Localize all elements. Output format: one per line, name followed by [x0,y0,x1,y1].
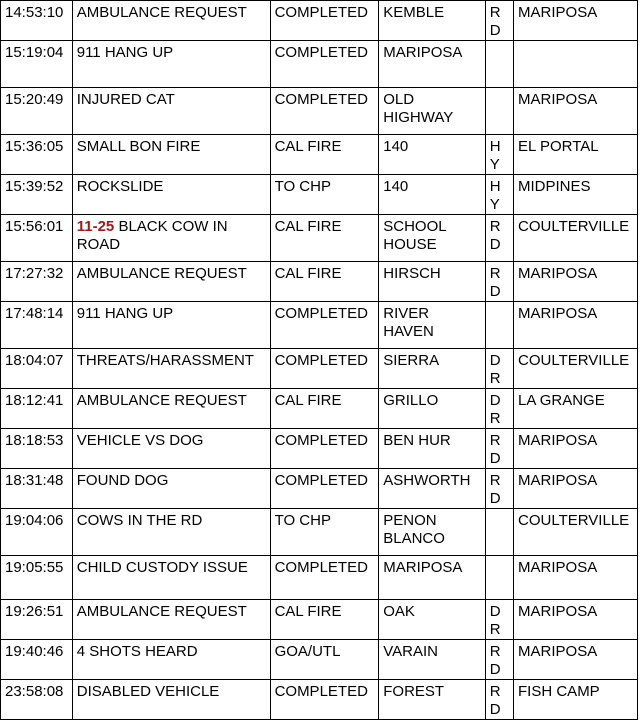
street-suffix-cell: DR [485,349,513,389]
street-cell: OLD HIGHWAY [379,88,486,135]
status-cell: COMPLETED [270,1,379,41]
town-cell: MARIPOSA [514,600,638,640]
status-cell: CAL FIRE [270,215,379,262]
event-text: SMALL BON FIRE [76,138,201,155]
town-cell: FISH CAMP [514,680,638,720]
town-cell: MARIPOSA [514,88,638,135]
event-cell [72,349,270,389]
street-cell: VARAIN [379,640,486,680]
street-cell: OAK [379,600,486,640]
event-text: COWS IN THE RD [76,512,203,529]
street-suffix-cell: DR [485,389,513,429]
table-row [1,41,638,88]
status-cell: CAL FIRE [270,389,379,429]
town-cell: COULTERVILLE [514,349,638,389]
status-cell: COMPLETED [270,556,379,600]
street-suffix-cell [485,88,513,135]
street-cell: GRILLO [379,389,486,429]
event-cell [72,600,270,640]
status-cell: CAL FIRE [270,135,379,175]
event-cell [72,429,270,469]
table-row [1,302,638,349]
event-text: FOUND DOG [76,472,169,489]
event-text: THREATS/HARASSMENT [76,352,254,369]
event-text: AMBULANCE REQUEST [76,265,247,282]
street-suffix-cell: RD [485,429,513,469]
event-text: 911 HANG UP [76,44,174,61]
event-text: CHILD CUSTODY ISSUE [76,559,248,576]
status-cell: CAL FIRE [270,262,379,302]
status-cell: COMPLETED [270,349,379,389]
street-suffix-cell: RD [485,262,513,302]
event-text: VEHICLE VS DOG [76,432,204,449]
event-cell [72,175,270,215]
street-cell: SCHOOL HOUSE [379,215,486,262]
status-cell: COMPLETED [270,680,379,720]
street-suffix-cell [485,509,513,556]
event-text: 911 HANG UP [76,305,174,322]
time-cell: 15:19:04 [1,41,73,88]
town-cell: MARIPOSA [514,640,638,680]
status-cell: GOA/UTL [270,640,379,680]
town-cell: MIDPINES [514,175,638,215]
street-suffix-cell: RD [485,215,513,262]
event-cell [72,469,270,509]
event-text: AMBULANCE REQUEST [76,603,247,620]
street-cell: FOREST [379,680,486,720]
table-row [1,600,638,640]
time-cell: 17:48:14 [1,302,73,349]
status-cell: COMPLETED [270,429,379,469]
event-cell [72,1,270,41]
town-cell: EL PORTAL [514,135,638,175]
town-cell: MARIPOSA [514,1,638,41]
table-row [1,429,638,469]
street-suffix-cell [485,41,513,88]
event-cell [72,389,270,429]
street-suffix-cell: RD [485,680,513,720]
event-cell [72,302,270,349]
call-log-body [1,1,638,720]
status-cell: CAL FIRE [270,600,379,640]
time-cell: 18:31:48 [1,469,73,509]
status-cell: COMPLETED [270,41,379,88]
time-cell: 23:58:08 [1,680,73,720]
time-cell: 19:26:51 [1,600,73,640]
street-suffix-cell: HY [485,135,513,175]
street-cell: 140 [379,135,486,175]
street-cell: SIERRA [379,349,486,389]
town-cell: COULTERVILLE [514,215,638,262]
table-row [1,469,638,509]
table-row [1,556,638,600]
town-cell: MARIPOSA [514,556,638,600]
street-cell: 140 [379,175,486,215]
time-cell: 14:53:10 [1,1,73,41]
town-cell: MARIPOSA [514,302,638,349]
street-cell: PENON BLANCO [379,509,486,556]
street-cell: MARIPOSA [379,41,486,88]
table-row [1,262,638,302]
table-row [1,88,638,135]
event-cell [72,215,270,262]
street-cell: MARIPOSA [379,556,486,600]
street-suffix-cell [485,556,513,600]
event-text: AMBULANCE REQUEST [76,392,247,409]
street-suffix-cell: HY [485,175,513,215]
town-cell: MARIPOSA [514,262,638,302]
time-cell: 18:04:07 [1,349,73,389]
event-text: INJURED CAT [76,91,175,108]
table-row [1,215,638,262]
town-cell: COULTERVILLE [514,509,638,556]
street-suffix-cell: RD [485,640,513,680]
time-cell: 15:20:49 [1,88,73,135]
table-row [1,135,638,175]
street-cell: RIVER HAVEN [379,302,486,349]
town-cell [514,41,638,88]
status-cell: COMPLETED [270,302,379,349]
table-row [1,640,638,680]
street-cell: HIRSCH [379,262,486,302]
event-cell [72,640,270,680]
time-cell: 18:18:53 [1,429,73,469]
street-cell: BEN HUR [379,429,486,469]
event-text: DISABLED VEHICLE [76,683,220,700]
event-cell [72,135,270,175]
time-cell: 19:40:46 [1,640,73,680]
table-row [1,1,638,41]
time-cell: 15:39:52 [1,175,73,215]
event-cell [72,680,270,720]
street-suffix-cell [485,302,513,349]
event-text: BLACK COW IN ROAD [76,218,228,253]
town-cell: MARIPOSA [514,429,638,469]
event-cell [72,262,270,302]
town-cell: MARIPOSA [514,469,638,509]
street-suffix-cell: RD [485,469,513,509]
street-suffix-cell: RD [485,1,513,41]
time-cell: 18:12:41 [1,389,73,429]
table-row [1,509,638,556]
event-cell [72,509,270,556]
event-text: ROCKSLIDE [76,178,164,195]
status-cell: TO CHP [270,509,379,556]
time-cell: 15:36:05 [1,135,73,175]
event-text: AMBULANCE REQUEST [76,4,247,21]
street-suffix-cell: DR [485,600,513,640]
time-cell: 15:56:01 [1,215,73,262]
table-row [1,389,638,429]
town-cell: LA GRANGE [514,389,638,429]
time-cell: 17:27:32 [1,262,73,302]
time-cell: 19:05:55 [1,556,73,600]
table-row [1,349,638,389]
status-cell: COMPLETED [270,469,379,509]
street-cell: ASHWORTH [379,469,486,509]
event-cell [72,41,270,88]
table-row [1,175,638,215]
event-text: 4 SHOTS HEARD [76,643,198,660]
time-cell: 19:04:06 [1,509,73,556]
event-cell [72,556,270,600]
street-cell: KEMBLE [379,1,486,41]
event-cell [72,88,270,135]
status-cell: TO CHP [270,175,379,215]
event-code: 11-25 [76,218,115,235]
table-row [1,680,638,720]
status-cell: COMPLETED [270,88,379,135]
